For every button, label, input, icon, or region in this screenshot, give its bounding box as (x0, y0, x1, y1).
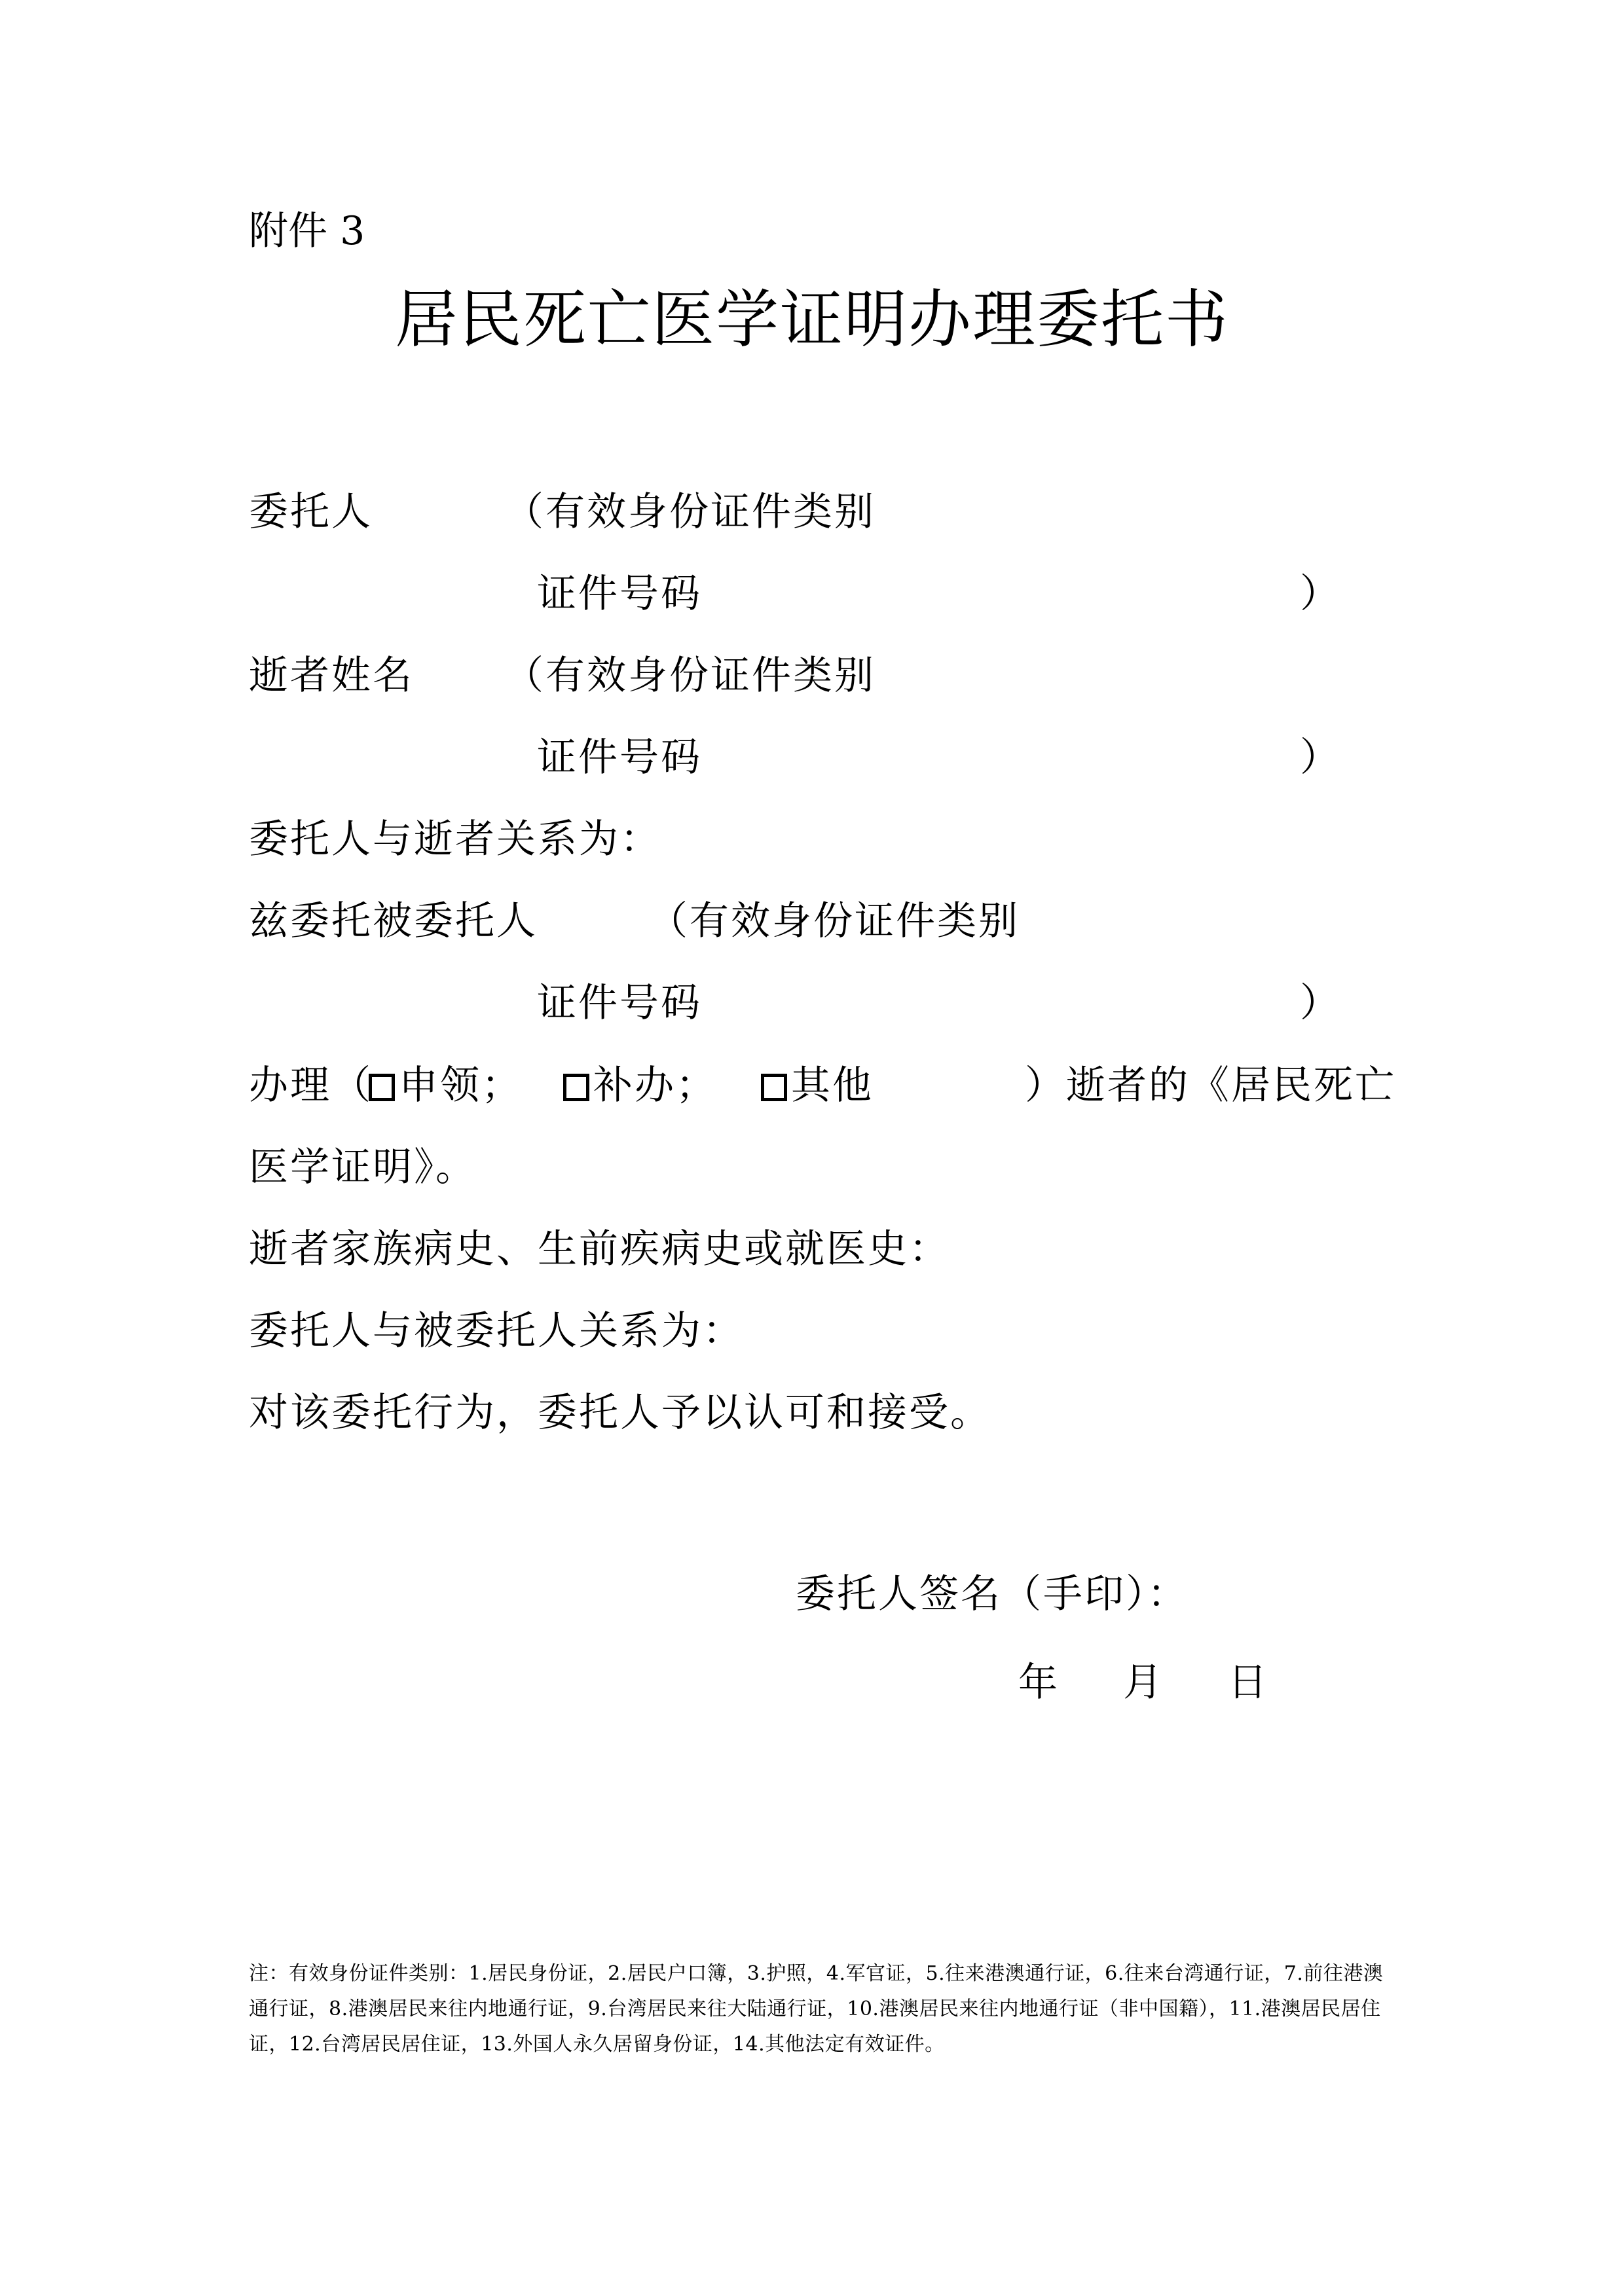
agent-close-paren: ） (1300, 980, 1339, 1026)
option-reissue[interactable] (563, 1063, 717, 1108)
page-title: 居民死亡医学证明办理委托书 (395, 283, 1229, 356)
date-year-label: 年 (1018, 1660, 1060, 1705)
handle-prefix: 办理（ (249, 1063, 373, 1108)
agent-label: 兹委托被委托人 (249, 898, 538, 944)
medical-history-label: 逝者家族病史、生前疾病史或就医史： (249, 1226, 950, 1272)
principal-label: 委托人 (249, 489, 373, 535)
deceased-id-type-label: （有效身份证件类别 (504, 653, 876, 699)
option-reissue-label: 补办； (593, 1063, 717, 1108)
handle-suffix: ）逝者的《居民死亡 (1025, 1063, 1396, 1108)
signature-label: 委托人签名（手印）： (796, 1571, 1189, 1617)
checkbox-reissue[interactable] (563, 1074, 589, 1101)
principal-id-type-label: （有效身份证件类别 (504, 489, 876, 535)
deceased-name-label: 逝者姓名 (249, 653, 414, 699)
checkbox-other[interactable] (761, 1074, 787, 1101)
principal-id-number-label: 证件号码 (537, 571, 702, 617)
option-other[interactable] (761, 1063, 874, 1108)
option-other-label: 其他 (791, 1063, 874, 1108)
footnote: 注：有效身份证件类别：1.居民身份证，2.居民户口簿，3.护照，4.军官证，5.往来港澳通行证，6.往来台湾通行证，7.前往港澳通行证，8.港澳居民来往内地通行证，9.台湾居民来往大陆通行证，10.港澳居民来往内地通行证（非中国籍），11.港澳居民居住证，12.台湾居民居住证，13.外国人永久居留身份证，14.其他法定有效证件。 (249, 1962, 1384, 2056)
agent-id-number-label: 证件号码 (537, 980, 702, 1026)
deceased-close-paren: ） (1300, 735, 1339, 780)
acceptance-statement: 对该委托行为，委托人予以认可和接受。 (249, 1390, 991, 1436)
checkbox-apply[interactable] (369, 1074, 395, 1101)
option-apply-label: 申领； (399, 1063, 523, 1108)
relation-principal-deceased-label: 委托人与逝者关系为： (249, 816, 661, 862)
agent-id-type-label: （有效身份证件类别 (648, 898, 1020, 944)
relation-principal-agent-label: 委托人与被委托人关系为： (249, 1308, 744, 1354)
option-apply[interactable] (369, 1063, 523, 1108)
attachment-label: 附件 3 (249, 208, 365, 254)
date-day-label: 日 (1228, 1660, 1269, 1705)
date-month-label: 月 (1123, 1660, 1164, 1705)
handle-line2: 医学证明》。 (249, 1144, 477, 1190)
deceased-id-number-label: 证件号码 (537, 735, 702, 780)
principal-close-paren: ） (1300, 571, 1339, 617)
